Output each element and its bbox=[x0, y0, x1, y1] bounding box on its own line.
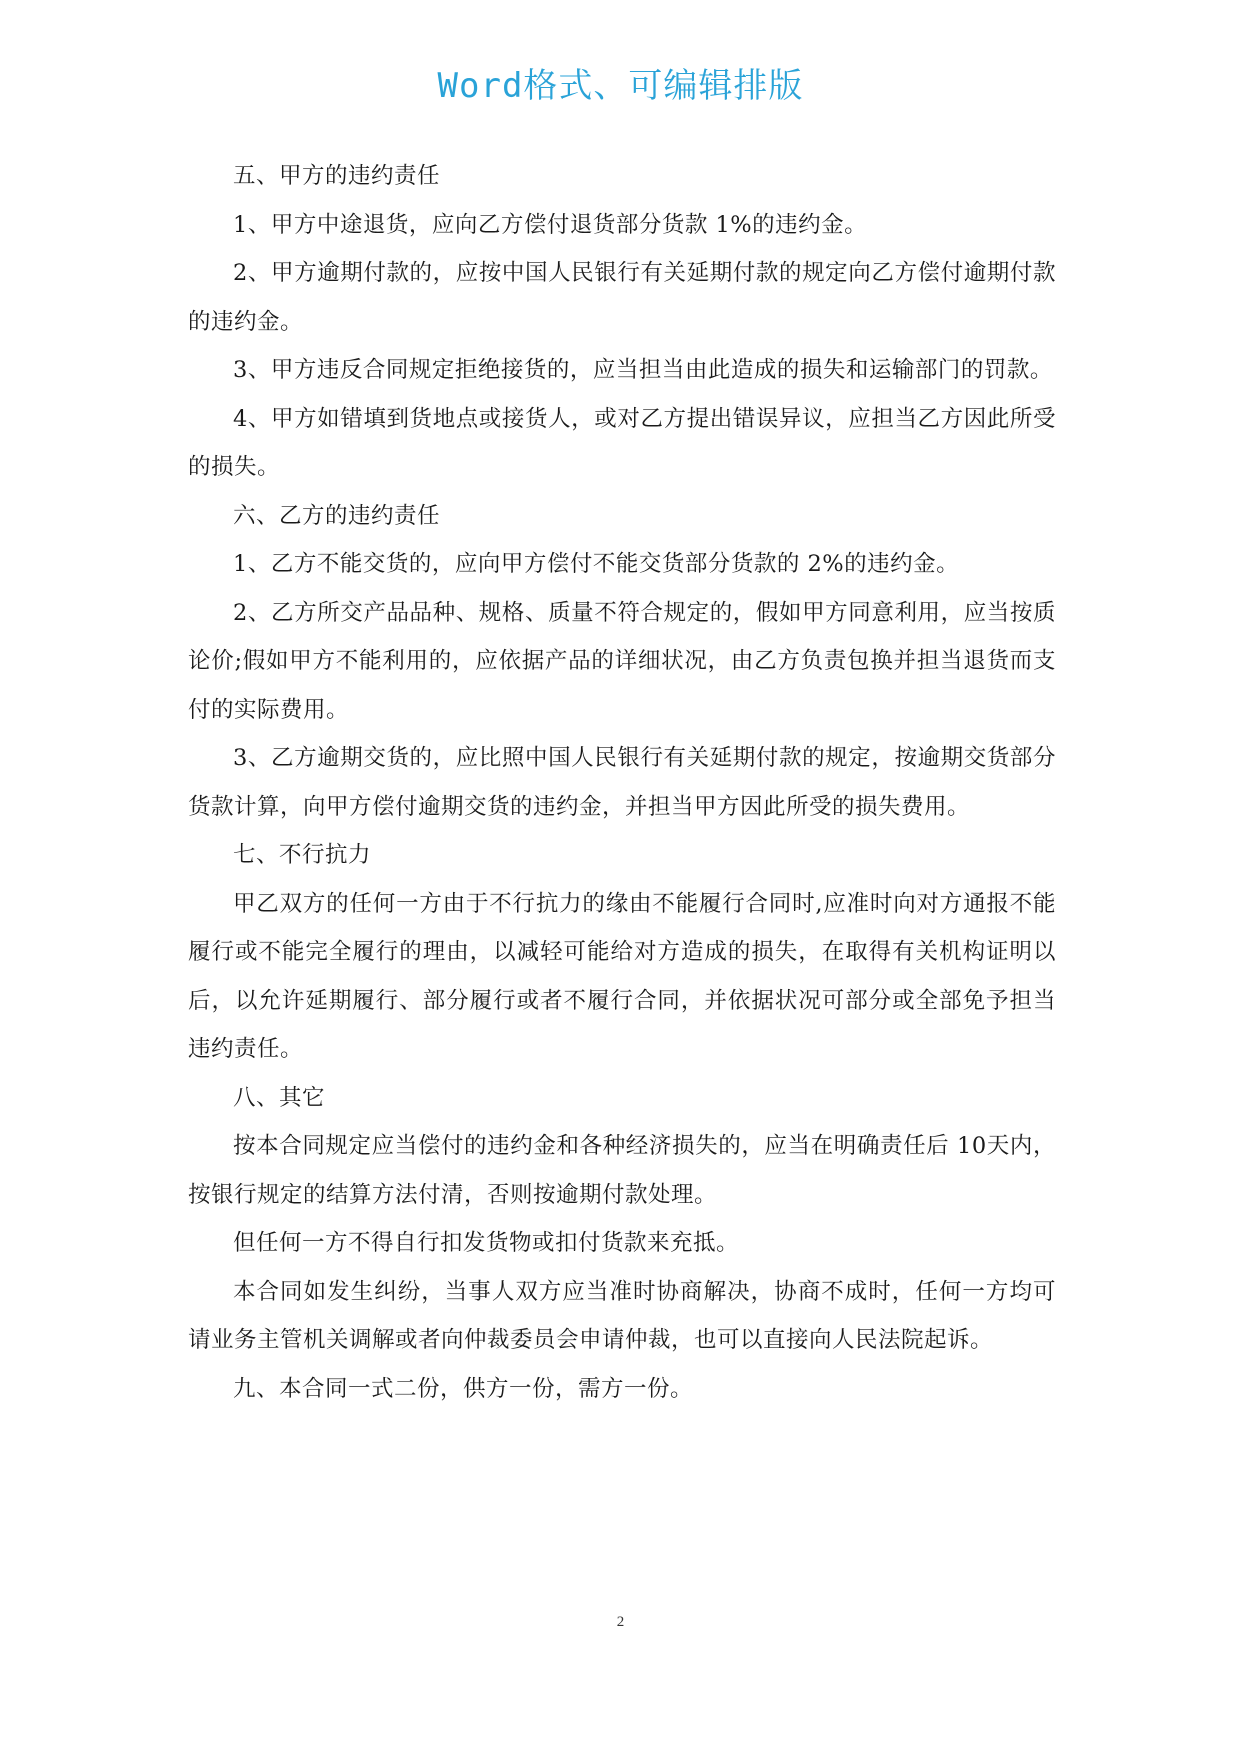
clause-paragraph: 甲乙双方的任何一方由于不行抗力的缘由不能履行合同时,应准时向对方通报不能履行或不能完全履行的理由，以减轻可能给对方造成的损失，在取得有关机构证明以后，以允许延期履行、部分履行或者不履行合同，并依据状况可部分或全部免予担当违约责任。 bbox=[188, 890, 1056, 1062]
section-heading-force-majeure: 七、不行抗力 bbox=[233, 842, 372, 868]
clause-paragraph: 3、乙方逾期交货的，应比照中国人民银行有关延期付款的规定，按逾期交货部分货款计算，向甲方偿付逾期交货的违约金，并担当甲方因此所受的损失费用。 bbox=[188, 745, 1056, 820]
clause-paragraph: 2、乙方所交产品品种、规格、质量不符合规定的，假如甲方同意利用，应当按质论价;假如甲方不能利用的，应依据产品的详细状况，由乙方负责包换并担当退货而支付的实际费用。 bbox=[188, 599, 1056, 723]
clause-paragraph: 按本合同规定应当偿付的违约金和各种经济损失的，应当在明确责任后 10天内，按银行规定的结算方法付清，否则按逾期付款处理。 bbox=[188, 1133, 1056, 1208]
page-number: 2 bbox=[616, 1614, 625, 1630]
clause-paragraph: 本合同如发生纠纷，当事人双方应当准时协商解决，协商不成时，任何一方均可请业务主管机关调解或者向仲裁委员会申请仲裁，也可以直接向人民法院起诉。 bbox=[188, 1278, 1056, 1353]
clause-paragraph: 4、甲方如错填到货地点或接货人，或对乙方提出错误异议，应担当乙方因此所受的损失。 bbox=[188, 405, 1056, 480]
document-body bbox=[188, 152, 1056, 1413]
clause-paragraph: 1、甲方中途退货，应向乙方偿付退货部分货款 1%的违约金。 bbox=[233, 211, 868, 238]
clause-paragraph: 但任何一方不得自行扣发货物或扣付货款来充抵。 bbox=[233, 1230, 740, 1256]
clause-paragraph: 3、甲方违反合同规定拒绝接货的，应当担当由此造成的损失和运输部门的罚款。 bbox=[233, 357, 1053, 383]
page-header-title: Word格式、可编辑排版 bbox=[437, 66, 804, 106]
section-heading-party-b-breach: 六、乙方的违约责任 bbox=[233, 502, 441, 529]
clause-paragraph: 2、甲方逾期付款的，应按中国人民银行有关延期付款的规定向乙方偿付逾期付款的违约金。 bbox=[188, 260, 1056, 335]
section-heading-other: 八、其它 bbox=[233, 1084, 326, 1111]
clause-paragraph: 1、乙方不能交货的，应向甲方偿付不能交货部分货款的 2%的违约金。 bbox=[233, 551, 960, 577]
section-heading-party-a-breach: 五、甲方的违约责任 bbox=[233, 163, 441, 189]
section-heading-copies: 九、本合同一式二份，供方一份，需方一份。 bbox=[233, 1375, 694, 1402]
